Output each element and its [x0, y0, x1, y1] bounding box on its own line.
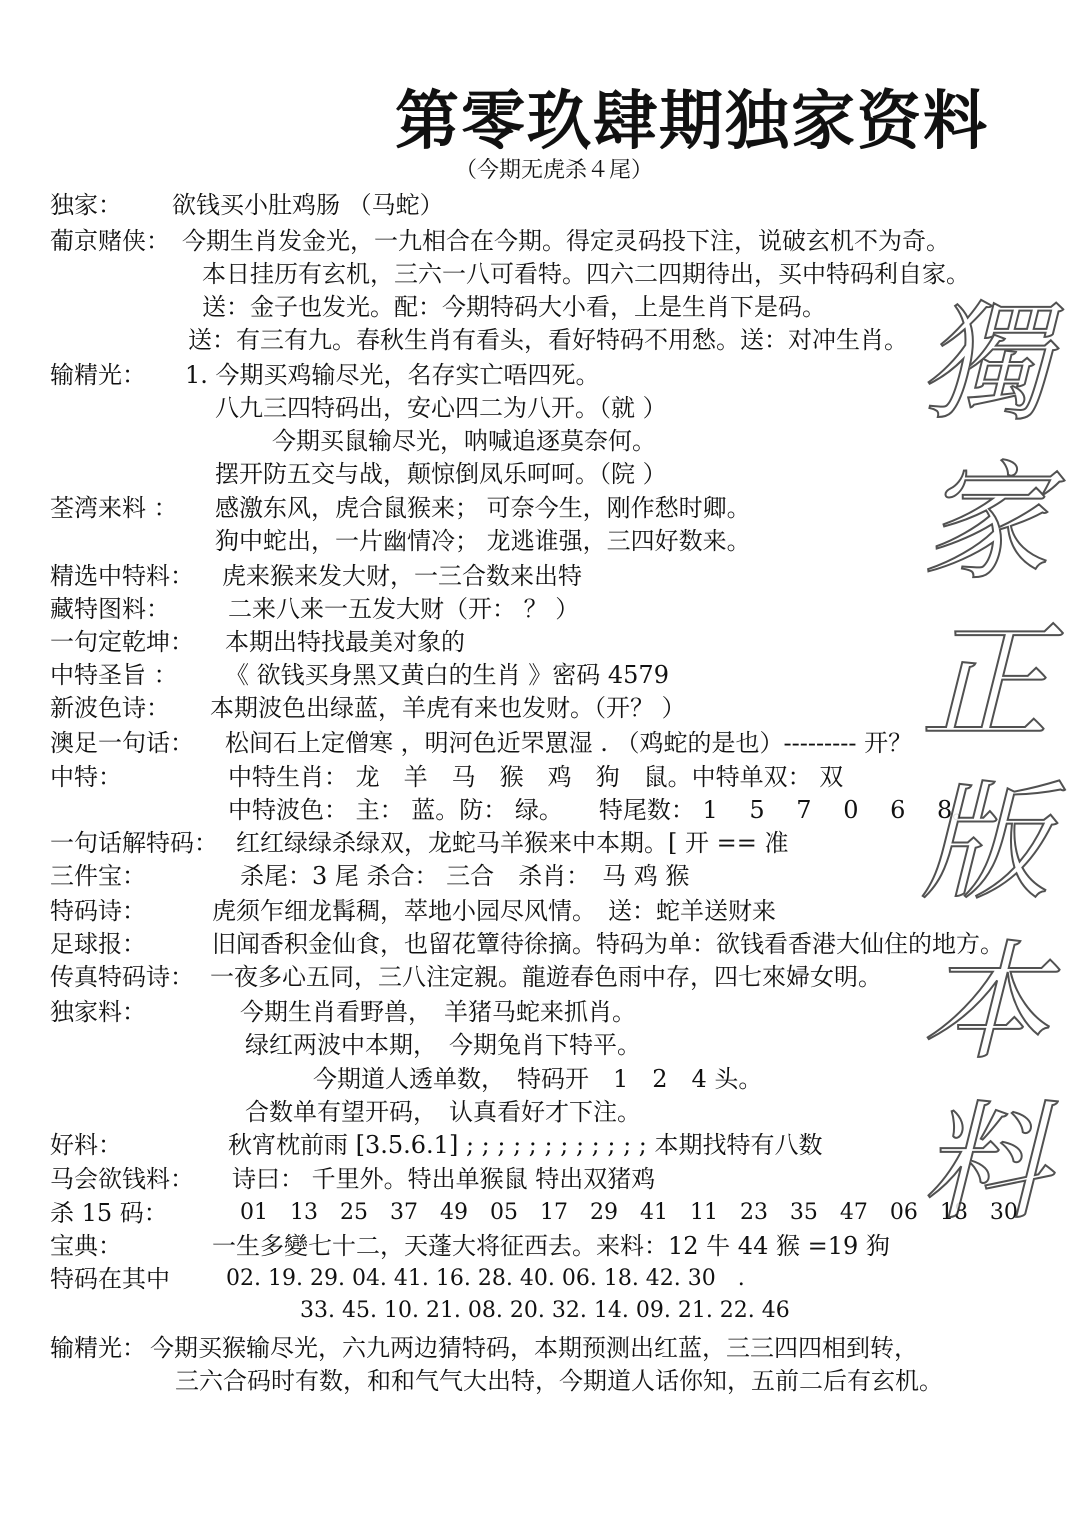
- row-text: 01 13 25 37 49 05 17 29 41 11 23 35 47 06 18 30: [240, 1200, 1018, 1225]
- watermark-char: 獨: [920, 289, 1049, 438]
- row-label-haoliao: 好料：: [50, 1131, 122, 1159]
- row-text: 02. 19. 29. 04. 41. 16. 28. 40. 06. 18. 42. 30 .: [226, 1266, 745, 1291]
- row-label-jietema: 一句话解特码：: [50, 829, 218, 857]
- row-label-zuqiubao: 足球报：: [50, 930, 146, 958]
- row-text: 虎须乍细龙髯稠，萃地小园尽风情。 送：蛇羊送财来: [212, 897, 776, 925]
- row-text: 《 欲钱买身黑又黄白的生肖 》密码 4579: [225, 661, 669, 689]
- row-label-sha15: 杀 15 码：: [50, 1199, 168, 1227]
- row-label-sanjianbao: 三件宝：: [50, 862, 146, 890]
- row-text: 杀尾：3 尾 杀合： 三合 杀肖： 马 鸡 猴: [240, 862, 690, 890]
- row-text: 送：金子也发光。配：今期特码大小看，上是生肖下是码。: [202, 293, 826, 321]
- row-label-dujialiao: 独家料：: [50, 998, 146, 1026]
- row-text: 三六合码时有数，和和气气大出特，今期道人话你知，五前二后有玄机。: [175, 1367, 943, 1395]
- row-label-baodian: 宝典：: [50, 1232, 122, 1260]
- watermark-char: 本: [920, 929, 1049, 1078]
- row-label-shengzhi: 中特圣旨 ：: [50, 661, 178, 689]
- row-text: 本期波色出绿蓝，羊虎有来也发财。（开？ ）: [210, 694, 686, 722]
- row-text: 今期买猴输尽光，六九两边猜特码，本期预测出红蓝，三三四四相到转，: [150, 1334, 918, 1362]
- row-label-shujingguang-2: 输精光：: [50, 1334, 146, 1362]
- row-label-boseshi: 新波色诗：: [50, 694, 170, 722]
- row-text: 今期买鼠输尽光，呐喊追逐莫奈何。: [272, 427, 656, 455]
- row-text: 旧闻香积金仙食，也留花簟待徐摘。特码为单：欲钱看香港大仙住的地方。: [212, 930, 1004, 958]
- row-text: 秋宵枕前雨 [3.5.6.1] ; ; ; ; ; ; ; ; ; ; ; ; 本期找特有八数: [228, 1131, 823, 1159]
- row-text: 本日挂历有玄机，三六一八可看特。四六二四期待出，买中特码利自家。: [202, 260, 970, 288]
- row-text: 1. 今期买鸡输尽光，名存实亡唔四死。: [185, 361, 600, 389]
- row-text: 本期出特找最美对象的: [225, 628, 465, 656]
- document-title: 第零玖肆期独家资料: [395, 84, 989, 159]
- row-text: 摆开防五交与战，颠惊倒凤乐呵呵。（院 ）: [215, 460, 667, 488]
- watermark-char: 家: [920, 449, 1049, 598]
- row-label-chuanzhen: 传真特码诗：: [50, 963, 194, 991]
- row-text: 绿红两波中本期， 今期兔肖下特平。: [245, 1031, 641, 1059]
- row-label-cangte: 藏特图料：: [50, 595, 170, 623]
- row-text: 中特生肖： 龙 羊 马 猴 鸡 狗 鼠。中特单双： 双: [228, 763, 844, 791]
- row-label-aozu: 澳足一句话：: [50, 729, 194, 757]
- row-text: 二来八来一五发大财（开： ？ ）: [228, 595, 580, 623]
- row-text: 松间石上定僧寒 ，明河色近罘罳湿 . （鸡蛇的是也）--------- 开？: [225, 729, 913, 757]
- document-subtitle: （今期无虎杀４尾）: [455, 158, 654, 183]
- row-text: 合数单有望开码， 认真看好才下注。: [245, 1098, 641, 1126]
- watermark-char: 正: [920, 609, 1049, 758]
- watermark-char: 版: [920, 769, 1049, 918]
- row-text: 今期道人透单数， 特码开 1 2 4 头。: [313, 1065, 763, 1093]
- row-text: 红红绿绿杀绿双，龙蛇马羊猴来中本期。[ 开 == 准: [236, 829, 789, 857]
- row-text: 八九三四特码出，安心四二为八开。（就 ）: [215, 394, 667, 422]
- row-text: 欲钱买小肚鸡肠 （马蛇）: [172, 191, 444, 219]
- row-text: 今期生肖发金光，一九相合在今期。得定灵码投下注，说破玄机不为奇。: [182, 227, 950, 255]
- watermark-char: 料: [920, 1089, 1049, 1238]
- watermark-vertical: [905, 289, 1065, 1420]
- row-text: 虎来猴来发大财，一三合数来出特: [222, 562, 582, 590]
- row-label-yiju: 一句定乾坤：: [50, 628, 194, 656]
- row-label-temashi: 特码诗：: [50, 897, 146, 925]
- row-label-shujingguang: 输精光：: [50, 361, 146, 389]
- row-text: 一夜多心五同，三八注定親。龍遊春色雨中存，四七來婦女明。: [210, 963, 882, 991]
- row-label-mahui: 马会欲钱料：: [50, 1165, 194, 1193]
- row-text: 狗中蛇出，一片幽情冷； 龙逃谁强，三四好数来。: [215, 527, 751, 555]
- row-text: 33. 45. 10. 21. 08. 20. 32. 14. 09. 21. 22. 46: [300, 1298, 790, 1323]
- row-text: 一生多變七十二，天蓬大将征西去。来料：12 牛 44 猴 =19 狗: [212, 1232, 890, 1260]
- row-label-tema-qizhong: 特码在其中: [50, 1265, 170, 1293]
- row-text: 感激东风，虎合鼠猴来； 可奈今生，刚作愁时卿。: [215, 494, 751, 522]
- row-label-zhongte: 中特：: [50, 763, 122, 791]
- row-label-jingxuan: 精选中特料：: [50, 562, 194, 590]
- row-text: 送：有三有九。春秋生肖有看头，看好特码不用愁。送：对冲生肖。: [188, 326, 908, 354]
- row-text: 诗曰： 千里外。特出单猴鼠 特出双猪鸡: [232, 1165, 656, 1193]
- row-label-pujing: 葡京赌侠：: [50, 227, 170, 255]
- row-label-dujia: 独家：: [50, 191, 122, 219]
- row-text: 中特波色： 主： 蓝。防： 绿。 特尾数： 1 5 7 0 6 8。: [228, 796, 977, 824]
- row-label-quanwan: 荃湾来料 ：: [50, 494, 178, 522]
- row-text: 今期生肖看野兽， 羊猪马蛇来抓肖。: [240, 998, 636, 1026]
